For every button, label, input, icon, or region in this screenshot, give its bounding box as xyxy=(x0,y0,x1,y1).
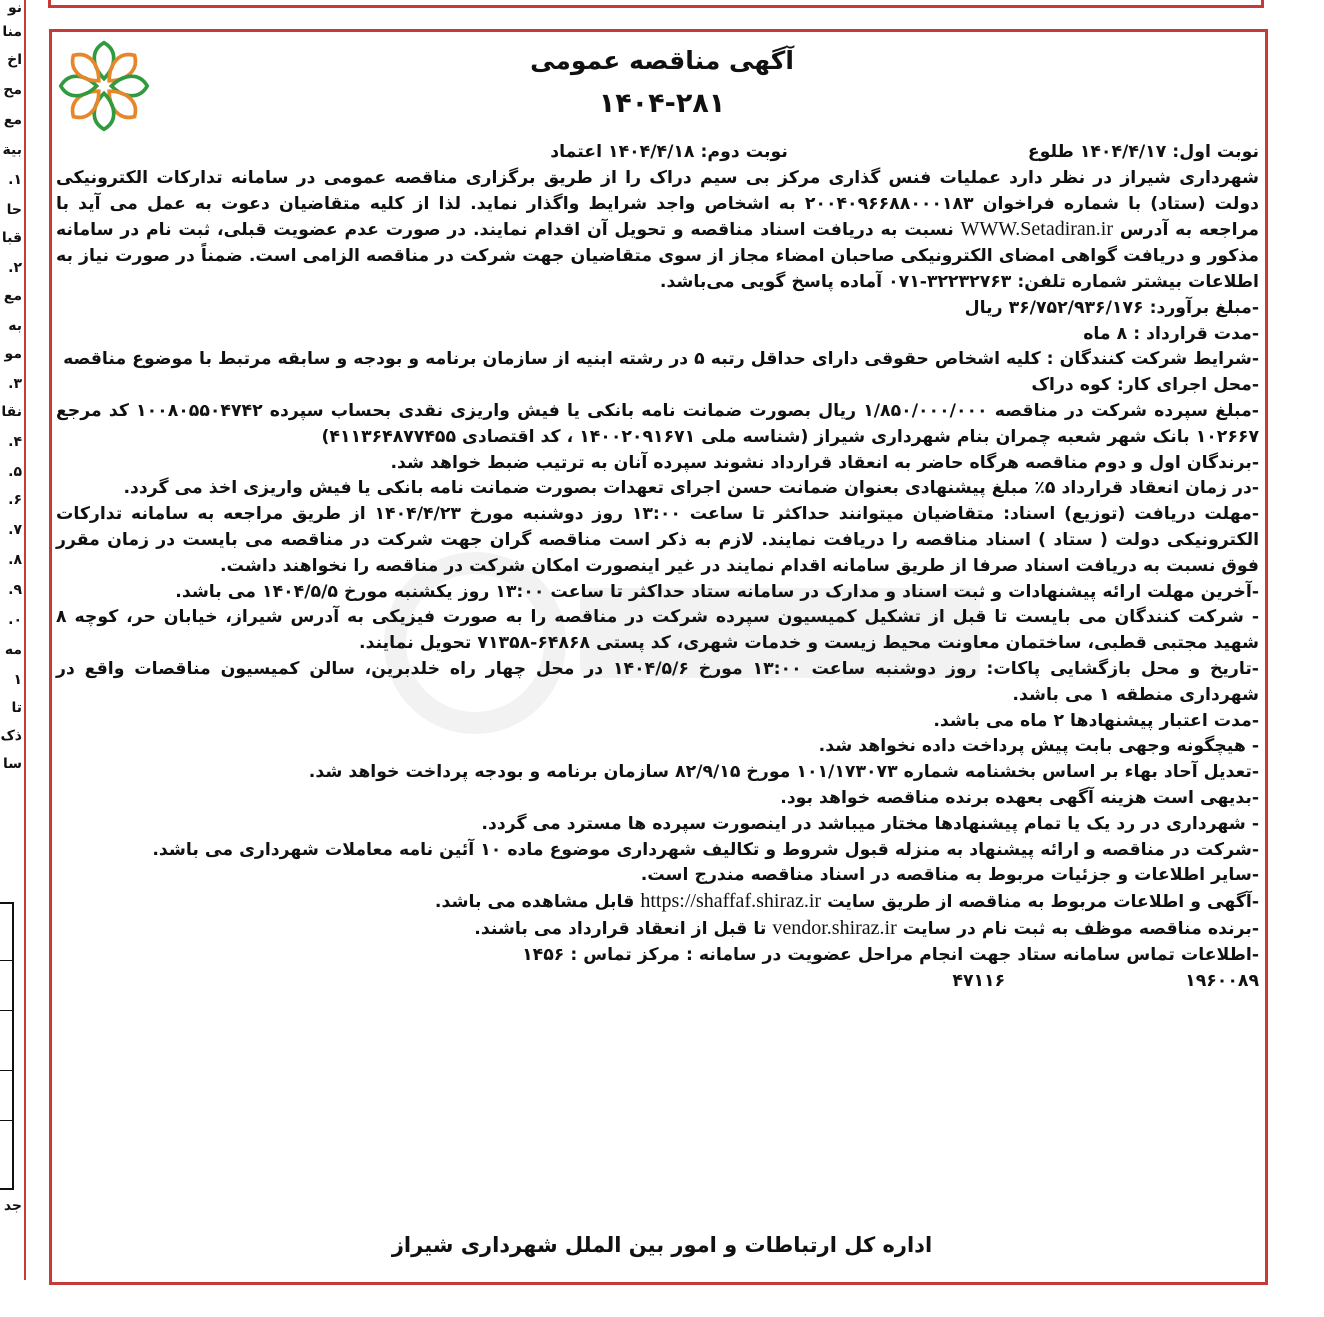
conditions-list xyxy=(56,296,1259,889)
condition-item: -محل اجرای کار: کوه دراک xyxy=(1031,375,1259,396)
neighbour-divider xyxy=(0,1070,14,1071)
neighbour-text-fragment: نقا xyxy=(1,404,22,420)
shaffaf-pre: -آگهی و اطلاعات مربوط به مناقصه از طریق سایت xyxy=(827,892,1259,913)
neighbour-text-fragment: ۰. xyxy=(8,612,22,628)
contact-line: -اطلاعات تماس سامانه ستاد جهت انجام مراحل عضویت در سامانه : مرکز تماس : ۱۴۵۶ xyxy=(522,944,1259,965)
neighbour-text-fragment: ذک xyxy=(0,728,22,744)
neighbour-text-fragment: ۴. xyxy=(8,434,22,450)
neighbour-divider xyxy=(0,1010,14,1011)
neighbour-text-fragment: منا xyxy=(2,24,22,40)
neighbour-text-fragment: ۷. xyxy=(8,522,22,538)
neighbour-text-fragment: سا xyxy=(2,756,22,772)
neighbour-text-fragment: قبا xyxy=(1,230,22,246)
second-publication: نوبت دوم: ۱۴۰۴/۴/۱۸ اعتماد xyxy=(550,142,788,162)
condition-item: -در زمان انعقاد قرارداد ۵٪ مبلغ پیشنهادی بعنوان ضمانت حسن اجرای تعهدات بصورت ضمانت نامه بانکی یا فیش واریزی اخذ می گردد. xyxy=(123,478,1259,499)
contact-number-1: ۱۹۶۰۰۸۹ xyxy=(1185,970,1259,991)
contact-numbers xyxy=(56,969,1259,995)
neighbour-text-fragment: بیة xyxy=(2,142,22,158)
setad-link[interactable]: WWW.Setadiran.ir xyxy=(960,218,1114,241)
neighbour-text-fragment: مع xyxy=(3,112,22,128)
first-publication: نوبت اول: ۱۴۰۴/۴/۱۷ طلوع xyxy=(1027,142,1259,162)
vendor-post: تا قبل از انعقاد قرارداد می باشند. xyxy=(474,918,767,939)
condition-item: - شرکت کنندگان می بایست تا قبل از تشکیل کمیسیون سپرده شرکت در مناقصه را به صورت فیزیکی به آدرس شیراز، خیابان حر، کوچه ۸ شهید مجتبی قطبی، ساختمان معاونت محیط زیست و خدمات شهری، کد پستی ۶۴۸۶۸-۷۱۳۵۸ تحویل نمایند. xyxy=(56,607,1259,654)
condition-item: -مدت اعتبار پیشنهادها ۲ ماه می باشد. xyxy=(933,710,1259,731)
neighbour-text-fragment: ۲. xyxy=(8,260,22,276)
tender-number: ۱۴۰۴-۲۸۱ xyxy=(598,88,726,119)
intro-rest: نسبت به دریافت اسناد مناقصه و تحویل آن اقدام نمایند. در صورت عدم عضویت قبلی، ثبت نام در سامانه مذکور و دریافت گواهی امضای الکترونیکی صاحبان امضاء مجاز از سوی متقاضیان جهت شرکت در مناقصه الزامی است. ضمناً در صورت نیاز به اطلاعات بیشتر شماره تلفن: ۳۲۲۳۲۷۶۳-۰۷۱ آماده پاسخ گویی می‌باشد. xyxy=(56,220,1259,292)
condition-item: -آخرین مهلت ارائه پیشنهادات و ثبت اسناد و مدارک در سامانه ستاد حداکثر تا ساعت ۱۳:۰۰ روز یکشنبه مورخ ۱۴۰۴/۵/۵ می باشد. xyxy=(175,581,1259,602)
neighbour-divider xyxy=(0,960,14,961)
neighbour-text-fragment: ۱. xyxy=(8,172,22,188)
condition-item: -مهلت دریافت (توزیع) اسناد: متقاضیان میتوانند حداکثر تا ساعت ۱۳:۰۰ روز دوشنبه مورخ ۱۴۰۴/۴/۲۳ از طریق مراجعه به سامانه تدارکات الکترونیکی دولت ( ستاد ) اسناد مناقصه را دریافت نمایند. لازم به ذکر است مناقصه گران جهت شرکت در مناقصه می بایست در زمان مقرر فوق نسبت به دریافت اسناد صرفا از طریق سامانه اقدام نمایند در غیر اینصورت امکان شرکت در مناقصه را نخواهند داشت. xyxy=(56,504,1259,576)
condition-item: -شرکت در مناقصه و ارائه پیشنهاد به منزله قبول شروط و تکالیف شهرداری موضوع ماده ۱۰ آئین نامه معاملات شهرداری می باشد. xyxy=(152,839,1259,860)
condition-item: -بدیهی است هزینه آگهی بعهده برنده مناقصه خواهد بود. xyxy=(780,787,1259,808)
previous-ad-frame xyxy=(48,0,1264,8)
neighbour-text-fragment: ۱ xyxy=(13,672,22,688)
ad-title: آگهی مناقصه عمومی xyxy=(530,46,794,75)
neighbour-text-fragment: ۸. xyxy=(8,552,22,568)
neighbour-text-fragment: مع xyxy=(3,288,22,304)
neighbour-text-fragment: حا xyxy=(6,202,22,218)
neighbour-text-fragment: ۳. xyxy=(8,376,22,392)
neighbour-text-fragment: مه xyxy=(4,642,22,658)
shaffaf-post: قابل مشاهده می باشد. xyxy=(434,892,635,913)
intro-paragraph xyxy=(56,166,1259,296)
neighbour-text-fragment: ۶. xyxy=(8,492,22,508)
signature: اداره کل ارتباطات و امور بین الملل شهرداری شیراز xyxy=(391,1233,933,1257)
condition-item: -مدت قرارداد : ۸ ماه xyxy=(1083,323,1259,344)
condition-item: -سایر اطلاعات و جزئیات مربوط به مناقصه در اسناد مناقصه مندرج است. xyxy=(640,865,1259,886)
neighbour-ad-column xyxy=(0,0,26,1280)
neighbour-text-fragment: اخ xyxy=(7,52,22,68)
condition-item: -برندگان اول و دوم مناقصه هرگاه حاضر به انعقاد قرارداد نشوند سپرده آنان به ترتیب ضبط خواهد شد. xyxy=(390,452,1259,473)
condition-item: - شهرداری در رد یک یا تمام پیشنهادها مختار میباشد در اینصورت سپرده ها مسترد می گردد. xyxy=(481,813,1259,834)
vendor-link[interactable]: vendor.shiraz.ir xyxy=(772,916,897,939)
condition-item: -تعدیل آحاد بهاء بر اساس بخشنامه شماره ۱۰۱/۱۷۳۰۷۳ مورخ ۸۲/۹/۱۵ سازمان برنامه و بودجه پرداخت خواهد شد. xyxy=(308,762,1259,783)
neighbour-text-fragment: تا xyxy=(11,700,22,716)
publication-schedule xyxy=(56,140,1259,166)
neighbour-text-fragment: ۵. xyxy=(8,464,22,480)
neighbour-text-fragment: ۹. xyxy=(8,582,22,598)
condition-item: -مبلغ سپرده شرکت در مناقصه ۱/۸۵۰/۰۰۰/۰۰۰ ریال بصورت ضمانت نامه بانکی یا فیش واریزی نقدی بحساب سپرده ۱۰۰۸۰۵۵۰۴۷۴۲ کد مرجع ۱۰۲۶۶۷ بانک شهر شعبه چمران بنام شهرداری شیراز (شناسه ملی ۱۴۰۰۲۰۹۱۶۷۱ ، کد اقتصادی ۴۱۱۳۶۴۸۷۷۴۵۵) xyxy=(56,400,1259,447)
condition-item: -تاریخ و محل بازگشایی پاکات: روز دوشنبه ساعت ۱۳:۰۰ مورخ ۱۴۰۴/۵/۶ در محل چهار راه خلدبرین، سالن کمیسیون مناقصات واقع در شهرداری منطقه ۱ می باشد. xyxy=(56,658,1259,705)
neighbour-text-fragment: جد xyxy=(3,1198,22,1214)
neighbour-text-fragment: نو xyxy=(7,0,22,16)
neighbour-text-fragment: مو xyxy=(4,346,22,362)
vendor-pre: -برنده مناقصه موظف به ثبت نام در سایت xyxy=(902,918,1259,939)
vendor-line xyxy=(56,916,1259,943)
neighbour-text-fragment: به xyxy=(8,318,22,334)
neighbour-divider xyxy=(0,1120,14,1121)
ad-body xyxy=(56,140,1259,994)
condition-item: -مبلغ برآورد: ۳۶/۷۵۲/۹۳۶/۱۷۶ ریال xyxy=(964,297,1259,318)
shaffaf-line xyxy=(56,889,1259,916)
contact-number-2: ۴۷۱۱۶ xyxy=(952,970,1006,991)
neighbour-ad-box xyxy=(0,902,14,1190)
neighbour-text-fragment: مح xyxy=(3,82,22,98)
condition-item: - هیچگونه وجهی بابت پیش پرداخت داده نخواهد شد. xyxy=(818,736,1259,757)
intro-text: شهرداری شیراز در نظر دارد عملیات فنس گذاری مرکز بی سیم دراک را از طریق برگزاری مناقصه عمومی در سامانه تدارکات الکترونیکی دولت (ستاد) با شماره فراخوان ۲۰۰۴۰۹۶۶۸۸۰۰۰۱۸۳ به اشخاص واجد شرایط واگذار نماید. لذا از کلیه متقاضیان دعوت به عمل می آید با مراجعه به آدرس xyxy=(56,167,1259,241)
condition-item: -شرایط شرکت کنندگان : کلیه اشخاص حقوقی دارای حداقل رتبه ۵ در رشته ابنیه از سازمان برنامه و بودجه و سابقه مرتبط با موضوع مناقصه xyxy=(63,349,1259,370)
shaffaf-link[interactable]: https://shaffaf.shiraz.ir xyxy=(640,890,822,913)
